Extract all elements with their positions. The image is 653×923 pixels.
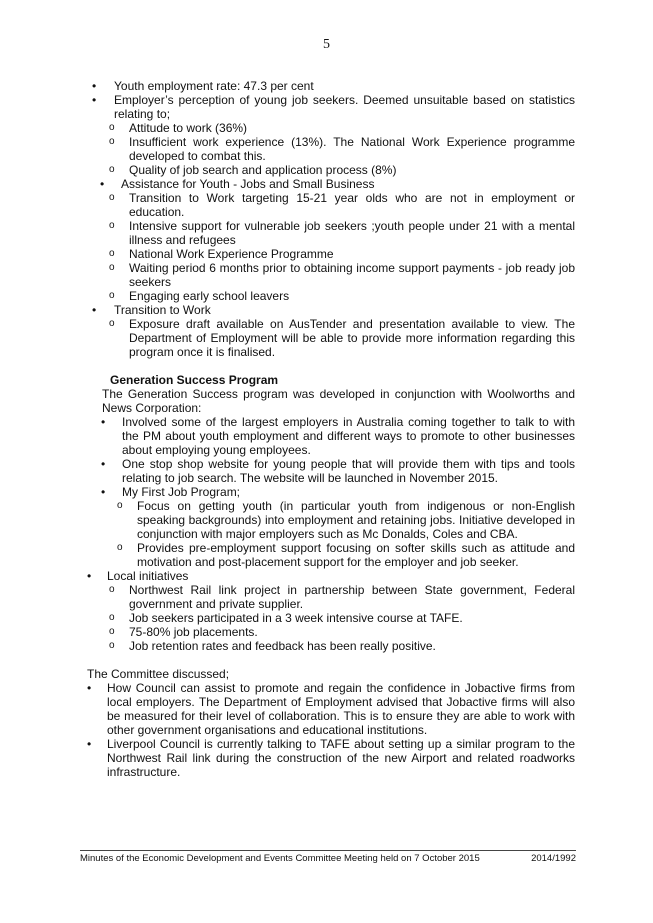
circle-bullet-icon: o	[109, 318, 115, 329]
item-text: Intensive support for vulnerable job seekers ;youth people under 21 with a mental illness and refugees	[129, 219, 575, 247]
sub-list-item	[87, 639, 575, 653]
item-text: Liverpool Council is currently talking to TAFE about setting up a similar program to the Northwest Rail link during the construction of the new Airport and related roadworks infrastructure.	[107, 737, 575, 779]
bullet-icon: •	[87, 737, 92, 751]
sub-list-item	[87, 317, 575, 359]
sub-list-item	[87, 219, 575, 247]
circle-bullet-icon: o	[109, 584, 115, 595]
list-item	[87, 569, 575, 583]
circle-bullet-icon: o	[109, 262, 115, 273]
bullet-icon: •	[87, 569, 92, 583]
item-text: Exposure draft available on AusTender and presentation available to view. The Department of Employment will be able to provide more information regarding this program once it is finalised.	[129, 317, 575, 359]
bullet-icon: •	[87, 681, 92, 695]
circle-bullet-icon: o	[117, 500, 123, 511]
page-footer	[80, 853, 576, 864]
circle-bullet-icon: o	[109, 122, 115, 133]
list-item	[87, 303, 575, 317]
circle-bullet-icon: o	[109, 626, 115, 637]
sub-list-item	[87, 499, 575, 541]
sub-list-item	[87, 583, 575, 611]
circle-bullet-icon: o	[109, 612, 115, 623]
item-text: Assistance for Youth - Jobs and Small Business	[121, 177, 375, 191]
list-item	[87, 485, 575, 499]
item-text: How Council can assist to promote and regain the confidence in Jobactive firms from local employers. The Department of Employment advised that Jobactive firms will also be measured for their level of collaboration. This is to ensure they are able to work with other government organisations and educational institutions.	[107, 681, 575, 737]
sub-list-item	[87, 191, 575, 219]
bullet-icon: •	[101, 457, 106, 471]
bullet-icon: •	[100, 177, 105, 191]
paragraph: The Committee discussed;	[87, 667, 230, 681]
circle-bullet-icon: o	[109, 136, 115, 147]
minutes-body	[87, 79, 575, 779]
list-item	[87, 79, 575, 93]
page-number: 5	[323, 37, 330, 52]
footer-reference: 2014/1992	[531, 853, 576, 864]
item-text: Northwest Rail link project in partnership between State government, Federal government and private supplier.	[129, 583, 575, 611]
sub-list-item	[87, 247, 575, 261]
item-text: My First Job Program;	[122, 485, 241, 499]
circle-bullet-icon: o	[109, 640, 115, 651]
sub-list-item	[87, 135, 575, 163]
list-item	[87, 457, 575, 485]
item-text: Transition to Work	[114, 303, 211, 317]
circle-bullet-icon: o	[109, 220, 115, 231]
item-text: Provides pre-employment support focusing on softer skills such as attitude and motivation and post-placement support for the employer and job seeker.	[137, 541, 575, 569]
list-item	[87, 177, 575, 191]
item-text: National Work Experience Programme	[129, 247, 334, 261]
list-item	[87, 93, 575, 121]
bullet-icon: •	[101, 485, 106, 499]
item-text: Waiting period 6 months prior to obtaining income support payments - job ready job seekers	[129, 261, 575, 289]
circle-bullet-icon: o	[109, 192, 115, 203]
sub-list-item	[87, 163, 575, 177]
bullet-icon: •	[92, 79, 97, 93]
item-text: Involved some of the largest employers in Australia coming together to talk to with the PM about youth employment and different ways to promote to other businesses about employing young employees.	[122, 415, 575, 457]
paragraph: The Generation Success program was developed in conjunction with Woolworths and News Corporation:	[102, 387, 575, 415]
sub-list-item	[87, 625, 575, 639]
sub-list-item	[87, 121, 575, 135]
circle-bullet-icon: o	[109, 164, 115, 175]
item-text: 75-80% job placements.	[129, 625, 258, 639]
list-item	[87, 737, 575, 779]
item-text: One stop shop website for young people that will provide them with tips and tools relating to job search. The website will be launched in November 2015.	[122, 457, 575, 485]
list-item	[87, 681, 575, 737]
item-text: Job seekers participated in a 3 week intensive course at TAFE.	[129, 611, 463, 625]
item-text: Engaging early school leavers	[129, 289, 290, 303]
item-text: Youth employment rate: 47.3 per cent	[114, 79, 314, 93]
item-text: Insufficient work experience (13%). The National Work Experience programme developed to combat this.	[129, 135, 575, 163]
sub-list-item	[87, 261, 575, 289]
section-heading: Generation Success Program	[110, 373, 279, 387]
item-text: Quality of job search and application process (8%)	[129, 163, 397, 177]
item-text: Transition to Work targeting 15-21 year olds who are not in employment or education.	[129, 191, 575, 219]
circle-bullet-icon: o	[109, 248, 115, 259]
item-text: Local initiatives	[107, 569, 189, 583]
bullet-icon: •	[92, 93, 97, 107]
item-text: Attitude to work (36%)	[129, 121, 248, 135]
bullet-icon: •	[92, 303, 97, 317]
circle-bullet-icon: o	[109, 290, 115, 301]
sub-list-item	[87, 611, 575, 625]
bullet-icon: •	[101, 415, 106, 429]
item-text: Focus on getting youth (in particular youth from indigenous or non-English speaking backgrounds) into employment and retaining jobs. Initiative developed in conjunction with major employers such as Mc Donalds, Coles and CBA.	[137, 499, 575, 541]
footer-divider	[80, 850, 576, 851]
list-item	[87, 415, 575, 457]
item-text: Job retention rates and feedback has been really positive.	[129, 639, 436, 653]
item-text: Employer’s perception of young job seekers. Deemed unsuitable based on statistics relating to;	[114, 93, 575, 121]
sub-list-item	[87, 541, 575, 569]
circle-bullet-icon: o	[117, 542, 123, 553]
sub-list-item	[87, 289, 575, 303]
footer-title: Minutes of the Economic Development and Events Committee Meeting held on 7 October 2015	[80, 853, 480, 864]
